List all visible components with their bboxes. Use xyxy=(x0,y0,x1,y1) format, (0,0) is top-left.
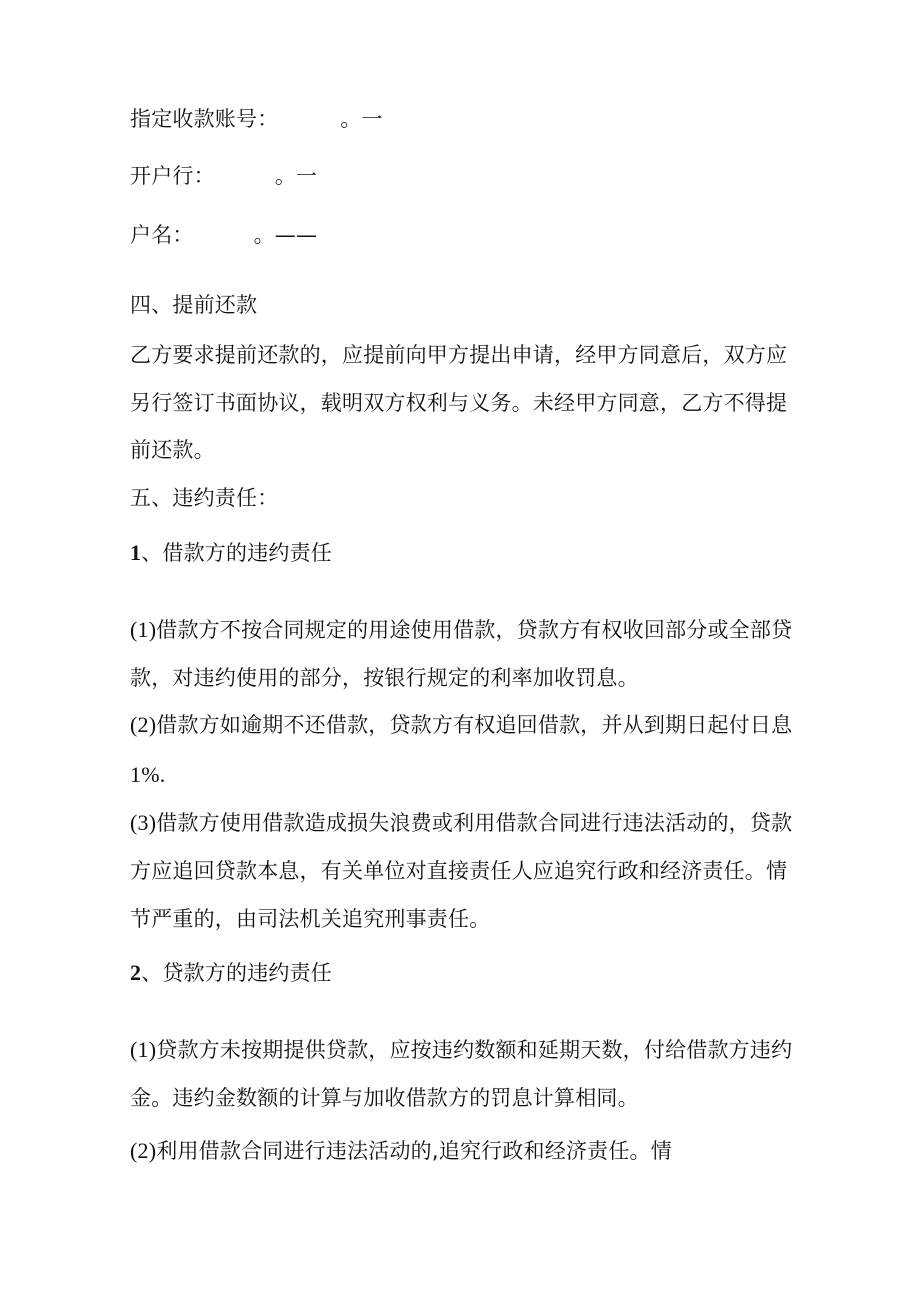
lender-item-2-text: 利用借款合同进行违法活动的,追究行政和经济责任。情 xyxy=(156,1139,672,1163)
subsection-2-number: 2 xyxy=(130,960,142,985)
lender-item-1-line xyxy=(130,1035,792,1065)
borrower-item-3-line xyxy=(130,808,792,838)
borrower-item-1-number: (1) xyxy=(130,617,157,642)
borrower-item-1-text: 借款方不按合同规定的用途使用借款，贷款方有权收回部分或全部贷 xyxy=(156,618,793,642)
account-number-blank-mark: 。一 xyxy=(340,107,383,131)
section-5-heading: 五、违约责任： xyxy=(130,486,279,510)
account-holder-blank-mark: 。—— xyxy=(253,223,318,247)
borrower-item-1-continuation: 款，对违约使用的部分，按银行规定的利率加收罚息。 xyxy=(130,666,639,690)
account-holder-label: 户名： xyxy=(130,223,194,247)
borrower-item-2-text: 借款方如逾期不还借款，贷款方有权追回借款，并从到期日起付日息 xyxy=(156,713,793,737)
account-number-label: 指定收款账号： xyxy=(130,107,279,131)
lender-item-1-number: (1) xyxy=(130,1037,157,1062)
section-4-heading: 四、提前还款 xyxy=(130,293,258,317)
section-4-paragraph-line: 另行签订书面协议，载明双方权利与义务。未经甲方同意，乙方不得提 xyxy=(130,391,788,415)
lender-item-1-text: 贷款方未按期提供贷款，应按违约数额和延期天数，付给借款方违约 xyxy=(156,1038,793,1062)
subsection-2-title: 、贷款方的违约责任 xyxy=(141,961,333,985)
subsection-1-heading xyxy=(130,538,332,568)
subsection-1-title: 、借款方的违约责任 xyxy=(141,541,333,565)
borrower-item-2-number: (2) xyxy=(130,712,157,737)
subsection-2-heading xyxy=(130,958,332,988)
bank-label: 开户行： xyxy=(130,164,215,188)
subsection-1-number: 1 xyxy=(130,540,142,565)
borrower-item-3-text: 借款方使用借款造成损失浪费或利用借款合同进行违法活动的，贷款 xyxy=(156,811,793,835)
lender-item-2-number: (2) xyxy=(130,1138,157,1163)
borrower-item-3-continuation: 方应追回贷款本息，有关单位对直接责任人应追究行政和经济责任。情 xyxy=(130,859,788,883)
lender-item-1-continuation: 金。违约金数额的计算与加收借款方的罚息计算相同。 xyxy=(130,1086,639,1110)
borrower-item-3-number: (3) xyxy=(130,810,157,835)
bank-line xyxy=(130,161,317,191)
bank-blank-mark: 。一 xyxy=(274,164,318,188)
borrower-item-2-rate: 1%. xyxy=(130,762,166,787)
section-4-paragraph-line: 乙方要求提前还款的，应提前向甲方提出申请，经甲方同意后，双方应 xyxy=(130,343,788,367)
borrower-item-2-line xyxy=(130,710,792,740)
section-4-paragraph-line: 前还款。 xyxy=(130,438,215,462)
lender-item-2-line xyxy=(130,1136,672,1166)
account-holder-line xyxy=(130,220,317,250)
borrower-item-3-continuation: 节严重的，由司法机关追究刑事责任。 xyxy=(130,907,491,931)
account-number-line xyxy=(130,104,383,134)
borrower-item-1-line xyxy=(130,615,792,645)
